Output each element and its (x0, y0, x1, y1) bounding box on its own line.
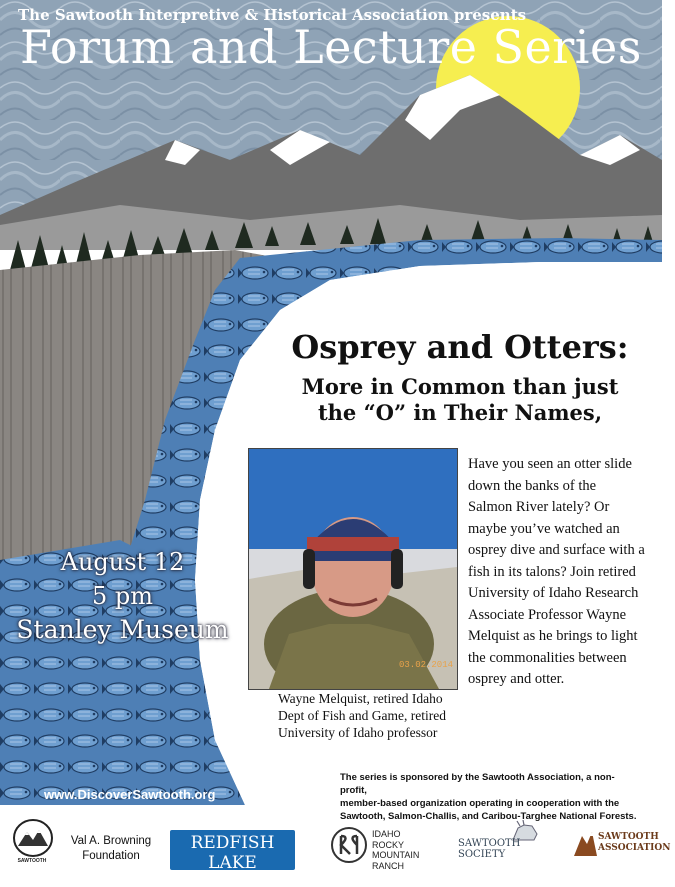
mountain-emblem-icon (572, 824, 598, 858)
description-line: Have you seen an otter slide (468, 456, 632, 472)
website-link[interactable]: www.DiscoverSawtooth.org (44, 787, 216, 802)
description-line: Associate Professor Wayne (468, 606, 627, 623)
description-line: down the banks of the (468, 477, 597, 494)
talk-subtitle-line1: More in Common than just (301, 374, 619, 399)
photo-date-stamp: 03.02.2014 (399, 660, 454, 670)
description-line: University of Idaho Research (468, 585, 639, 601)
ranch-brand-icon (330, 826, 368, 864)
event-details (0, 545, 245, 647)
val-browning-logo (66, 834, 156, 864)
description-line: Melquist as he brings to light (468, 628, 638, 644)
sawtooth-society-logo: SAWTOOTH SOCIETY (458, 838, 521, 860)
presenter-line: The Sawtooth Interpretive & Historical Association presents (18, 6, 527, 24)
caption-line2: Dept of Fish and Game, retired (278, 708, 446, 723)
redfish-line2: LODGE (209, 873, 256, 887)
caption-line3: University of Idaho professor (278, 725, 438, 740)
description-line: osprey dive and surface with a (468, 542, 645, 558)
sia-line1: SAWTOOTH (598, 832, 659, 842)
description-line: Salmon River lately? Or (468, 499, 610, 515)
irm-line3: MOUNTAIN (372, 850, 420, 860)
redfish-lake-lodge-logo (170, 830, 295, 887)
irm-emblem (330, 826, 368, 869)
irm-line1: IDAHO (372, 829, 401, 839)
talk-title: Osprey and Otters: (291, 328, 629, 366)
sponsor-line: The series is sponsored by the Sawtooth Association, a non-profit, (340, 772, 615, 796)
description-line: the commonalities between (468, 649, 627, 666)
talk-subtitle-line2: the “O” in Their Names, (317, 400, 603, 425)
sponsor-line: member-based organization operating in cooperation with the (340, 798, 620, 809)
description-line: maybe you’ve watched an (468, 520, 620, 537)
event-time: 5 pm (91, 582, 154, 610)
description-line: osprey and otter. (468, 671, 565, 687)
event-date: August 12 (60, 548, 185, 576)
caption-line1: Wayne Melquist, retired Idaho (278, 691, 443, 706)
event-description (468, 454, 668, 691)
val-browning-line1: Val A. Browning (70, 835, 152, 847)
irm-line4: RANCH (372, 860, 405, 871)
description-line: fish in its talons? Join retired (468, 563, 636, 580)
irm-logo-text (372, 829, 442, 871)
irm-line2: ROCKY (372, 839, 405, 850)
sponsor-line: Sawtooth, Salmon-Challis, and Caribou-Targhee National Forests. (340, 811, 637, 822)
sawtooth-nha-label: SAWTOOTH (17, 858, 47, 864)
photo-caption (278, 690, 478, 741)
val-browning-line2: Foundation (82, 850, 140, 862)
talk-subtitle (290, 374, 630, 426)
sia-line2: ASSOCIATION (598, 842, 671, 853)
sia-logo (598, 832, 673, 853)
sawtooth-nha-logo (12, 818, 54, 874)
redfish-line1: REDFISH LAKE (190, 833, 275, 873)
sia-emblem (572, 824, 598, 863)
event-venue: Stanley Museum (16, 615, 229, 644)
mountain-badge-icon (12, 818, 54, 858)
series-title: Forum and Lecture Series (20, 20, 642, 74)
speaker-photo (248, 448, 458, 690)
sponsor-logos (0, 812, 675, 887)
